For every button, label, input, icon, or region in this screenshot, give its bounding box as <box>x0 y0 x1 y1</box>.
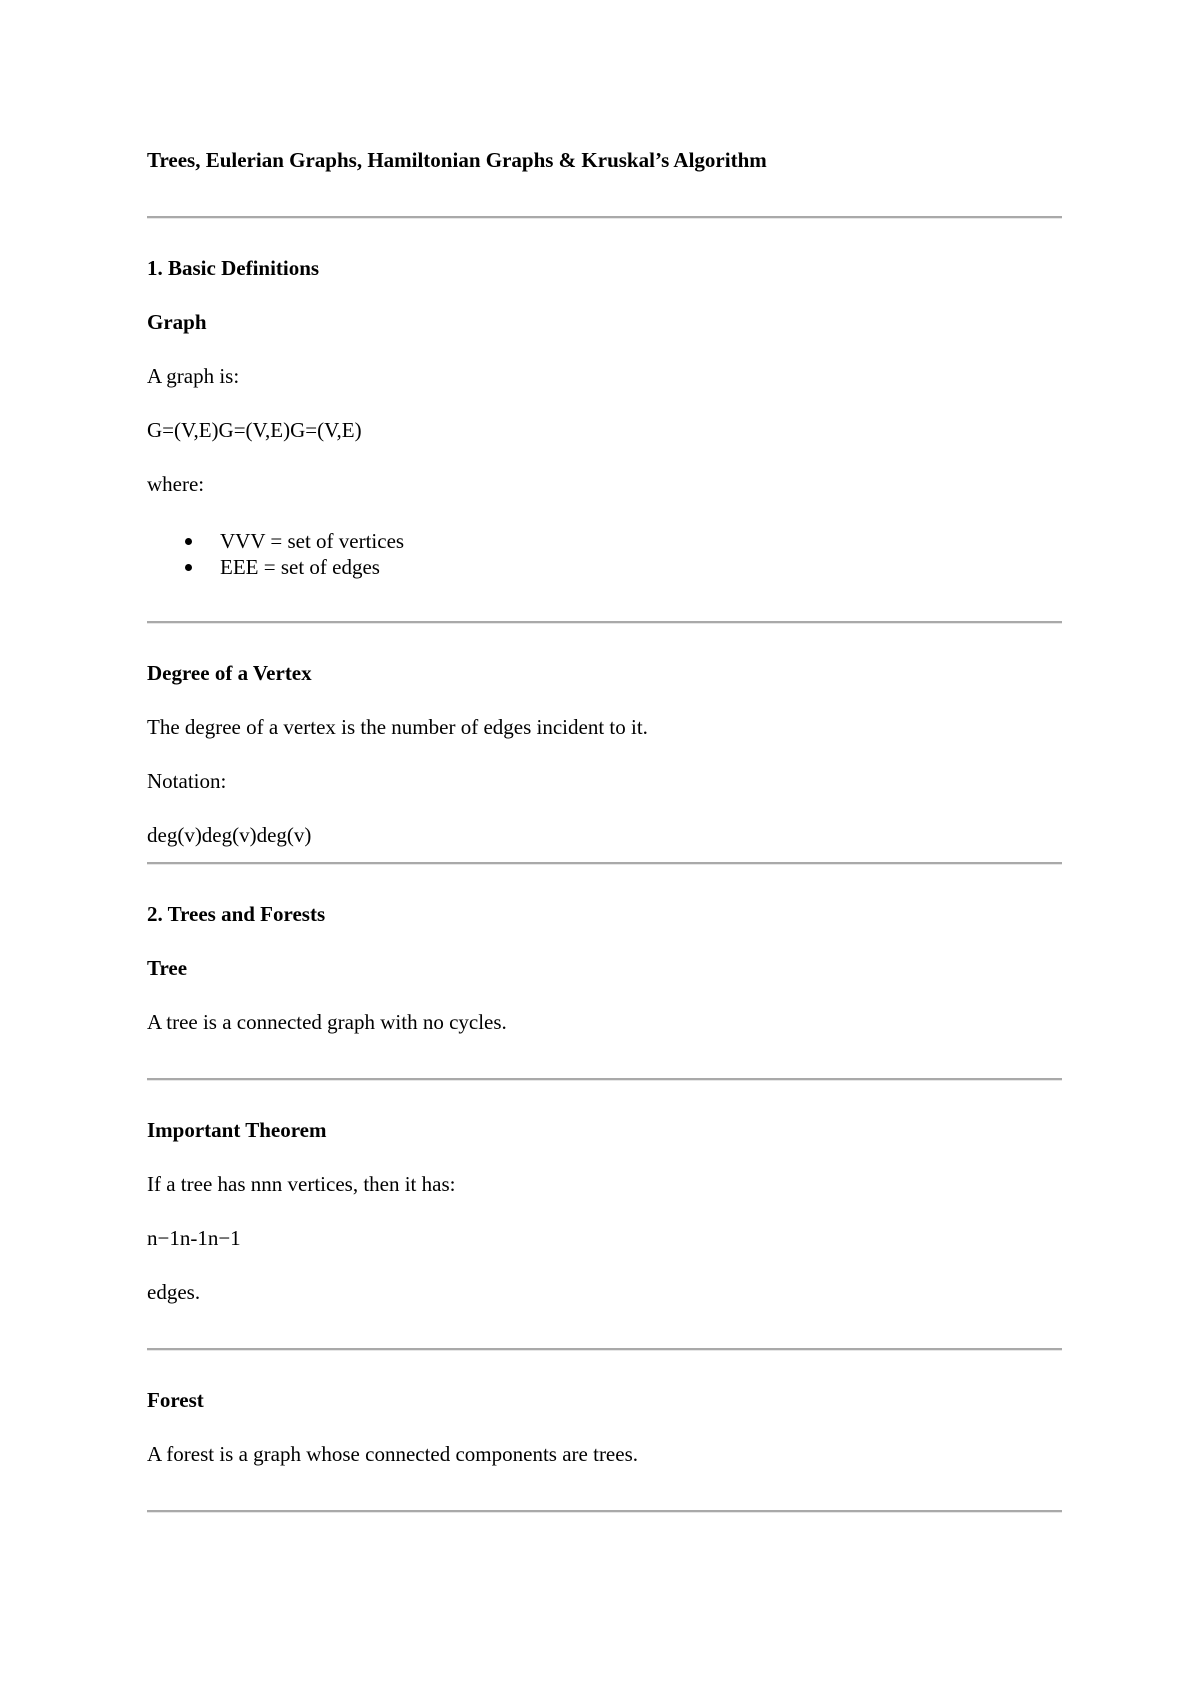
graph-definition-list <box>147 528 404 580</box>
subheading-graph: Graph <box>147 310 207 334</box>
divider <box>147 1348 1062 1351</box>
list-item-text: VVV = set of vertices <box>220 529 405 553</box>
tree-definition-text: A tree is a connected graph with no cycles. <box>147 1010 507 1034</box>
degree-definition-text: The degree of a vertex is the number of edges incident to it. <box>147 715 648 739</box>
bullet-icon <box>185 538 192 545</box>
forest-definition-text: A forest is a graph whose connected components are trees. <box>147 1442 638 1466</box>
theorem-statement-text: If a tree has nnn vertices, then it has: <box>147 1172 456 1196</box>
section-heading-trees-and-forests: 2. Trees and Forests <box>147 902 326 926</box>
list-item-text: EEE = set of edges <box>220 555 380 579</box>
divider <box>147 1510 1062 1513</box>
list-item <box>147 554 404 580</box>
graph-intro-text: A graph is: <box>147 364 240 388</box>
divider <box>147 216 1062 219</box>
theorem-suffix-text: edges. <box>147 1280 201 1304</box>
notation-label: Notation: <box>147 769 227 793</box>
document-title: Trees, Eulerian Graphs, Hamiltonian Graphs & Kruskal’s Algorithm <box>147 148 767 172</box>
subheading-tree: Tree <box>147 956 188 980</box>
section-heading-basic-definitions: 1. Basic Definitions <box>147 256 320 280</box>
where-label: where: <box>147 472 205 496</box>
degree-notation-formula: deg(v)deg(v)deg(v) <box>147 823 312 847</box>
divider <box>147 1078 1062 1081</box>
subheading-degree-of-a-vertex: Degree of a Vertex <box>147 661 312 685</box>
bullet-icon <box>185 564 192 571</box>
divider <box>147 862 1062 865</box>
graph-formula: G=(V,E)G=(V,E)G=(V,E) <box>147 418 362 442</box>
theorem-formula: n−1n-1n−1 <box>147 1226 241 1250</box>
subheading-important-theorem: Important Theorem <box>147 1118 327 1142</box>
list-item <box>147 528 404 554</box>
divider <box>147 621 1062 624</box>
subheading-forest: Forest <box>147 1388 204 1412</box>
